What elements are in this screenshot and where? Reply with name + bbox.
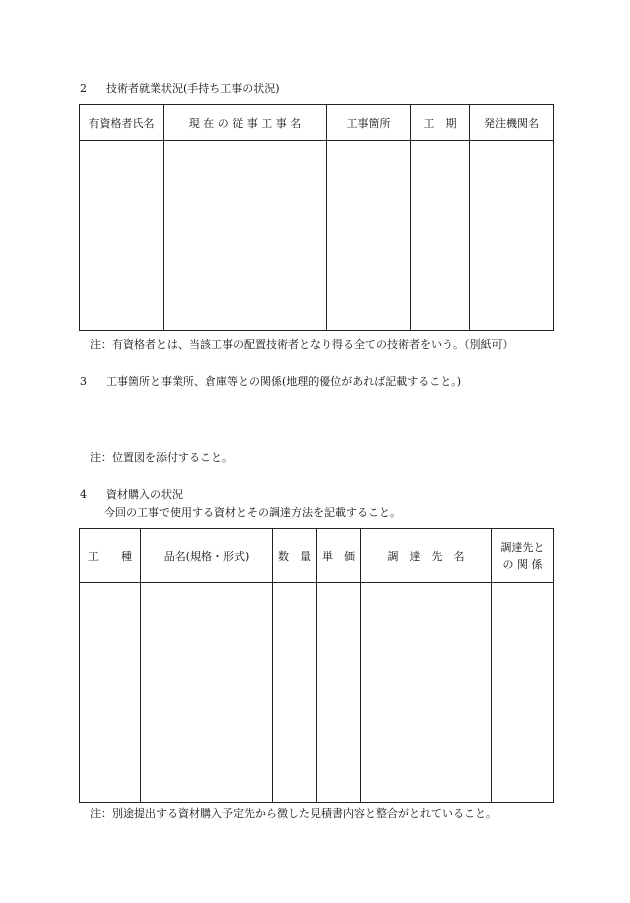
header-item-name: 品名(規格・形式) xyxy=(141,529,273,583)
section3-note: 注：位置図を添付すること。 xyxy=(90,451,233,464)
section3-title: 工事箇所と事業所、倉庫等との関係(地理的優位があれば記載すること。) xyxy=(106,375,462,388)
technician-table-body xyxy=(80,141,554,331)
section2-heading xyxy=(80,82,280,95)
section4-number: 4 xyxy=(80,488,87,501)
header-work-period: 工 期 xyxy=(411,105,470,141)
cell-supplier-relation[interactable] xyxy=(492,583,554,803)
cell-unit-price[interactable] xyxy=(317,583,361,803)
section2-note: 注：有資格者とは、当該工事の配置技術者となり得る全ての技術者をいう。（別紙可） xyxy=(90,338,514,351)
cell-item-name[interactable] xyxy=(141,583,273,803)
header-ordering-agency: 発注機関名 xyxy=(470,105,554,141)
header-supplier-relation-line1: 調達先と xyxy=(500,540,545,554)
section3-number: 3 xyxy=(80,375,87,388)
materials-table xyxy=(79,528,554,803)
section4-note: 注：別途提出する資材購入予定先から徴した見積書内容と整合がとれていること。 xyxy=(90,807,497,820)
cell-work-location[interactable] xyxy=(327,141,411,331)
cell-qualified-name[interactable] xyxy=(80,141,164,331)
header-unit-price: 単 価 xyxy=(317,529,361,583)
section3-heading xyxy=(80,375,461,388)
header-current-work: 現 在 の 従 事 工 事 名 xyxy=(164,105,327,141)
header-work-type: 工 種 xyxy=(80,529,141,583)
materials-table-header xyxy=(80,529,554,583)
technician-table-header xyxy=(80,105,554,141)
header-work-location: 工事箇所 xyxy=(327,105,411,141)
cell-supplier-name[interactable] xyxy=(361,583,492,803)
section4-title: 資材購入の状況 xyxy=(106,488,183,501)
header-supplier-relation-line2: の 関 係 xyxy=(502,557,543,571)
cell-work-type[interactable] xyxy=(80,583,141,803)
section2-title: 技術者就業状況(手持ち工事の状況) xyxy=(106,82,280,95)
cell-work-period[interactable] xyxy=(411,141,470,331)
section4-heading xyxy=(80,488,183,501)
cell-quantity[interactable] xyxy=(273,583,317,803)
section4-subtitle: 今回の工事で使用する資材とその調達方法を記載すること。 xyxy=(104,506,401,519)
section2-number: 2 xyxy=(80,82,87,95)
header-supplier-name: 調 達 先 名 xyxy=(361,529,492,583)
technician-table xyxy=(79,104,554,331)
header-quantity: 数 量 xyxy=(273,529,317,583)
header-qualified-name: 有資格者氏名 xyxy=(80,105,164,141)
cell-current-work[interactable] xyxy=(164,141,327,331)
materials-table-body xyxy=(80,583,554,803)
cell-ordering-agency[interactable] xyxy=(470,141,554,331)
header-supplier-relation xyxy=(492,529,554,583)
